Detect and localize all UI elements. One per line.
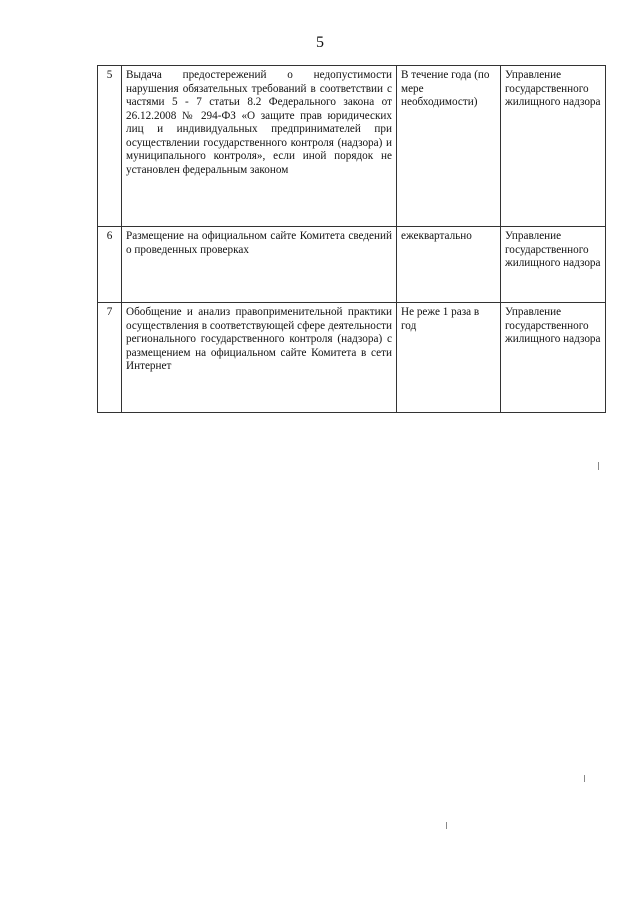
table-row [98, 303, 606, 413]
table-row [98, 66, 606, 227]
measure-description: Выдача предостережений о недопустимости нарушения обязательных требований в соответствии с частями 5 - 7 статьи 8.2 Федерального закона от 26.12.2008 № 294-ФЗ «О защите прав юридических лиц и индивидуальных предпринимателей при осуществлении государственного контроля (надзора) и муниципального контроля», если иной порядок не установлен федеральным законом [122, 66, 397, 227]
scan-artifact [584, 775, 585, 782]
measures-table [97, 65, 606, 413]
row-number: 6 [98, 227, 122, 303]
scan-artifact [446, 822, 447, 829]
row-number: 7 [98, 303, 122, 413]
scan-artifact [598, 462, 599, 470]
measure-responsible: Управление государственного жилищного надзора [501, 303, 606, 413]
page-number: 5 [316, 34, 324, 51]
measure-term: В течение года (по мере необходимости) [397, 66, 501, 227]
measure-term: Не реже 1 раза в год [397, 303, 501, 413]
measure-responsible: Управление государственного жилищного надзора [501, 227, 606, 303]
row-number: 5 [98, 66, 122, 227]
table-row [98, 227, 606, 303]
measure-description: Обобщение и анализ правоприменительной практики осуществления в соответствующей сфере деятельности регионального государственного контроля (надзора) с размещением на официальном сайте Комитета в сети Интернет [122, 303, 397, 413]
measure-responsible: Управление государственного жилищного надзора [501, 66, 606, 227]
measure-description: Размещение на официальном сайте Комитета сведений о проведенных проверках [122, 227, 397, 303]
measure-term: ежеквартально [397, 227, 501, 303]
